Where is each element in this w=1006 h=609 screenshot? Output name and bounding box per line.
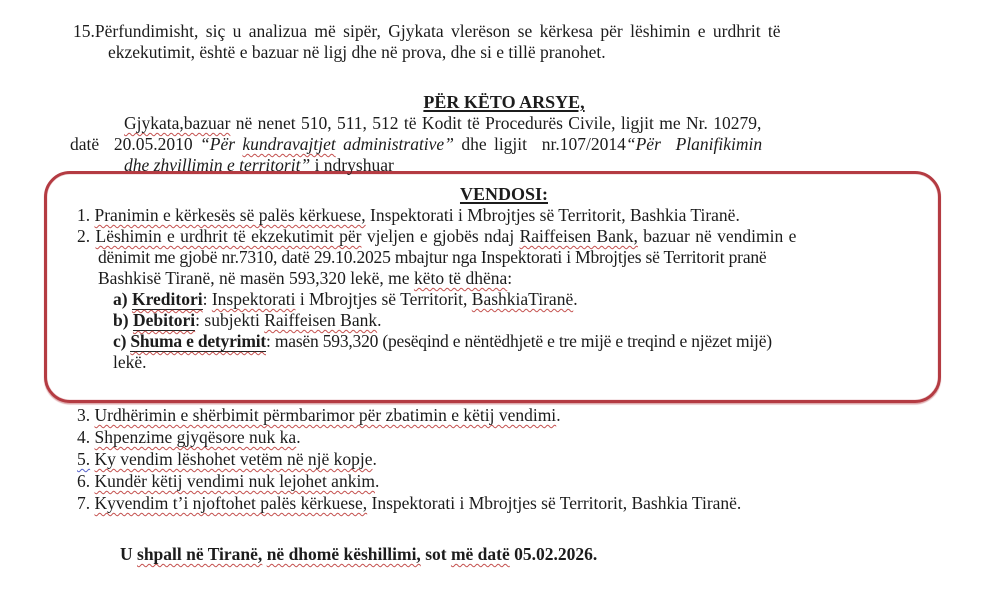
sub-b-raiffeisen: Raiffeisen Bank xyxy=(264,310,378,330)
footer-shpall-tirane: shpall në Tiranë, xyxy=(137,544,263,564)
sub-c-label: c) xyxy=(113,331,131,351)
item-3-number: 3. xyxy=(77,405,95,425)
basis-date: datë 20.05.2010 xyxy=(70,134,201,154)
decision-item-2-line-2 xyxy=(98,247,1006,268)
item-3-period: . xyxy=(556,405,561,425)
basis-line-1 xyxy=(124,113,1006,134)
basis-line-3 xyxy=(124,155,1006,176)
item-5-text: Ky vendim lëshohet vetëm në një kopje xyxy=(94,449,373,469)
paragraph-15-text-2: ekzekutimit, është e bazuar në ligj dhe në prova, dhe si e tillë pranohet. xyxy=(108,42,606,62)
item-2-keto-te-dhena: këto të dhëna xyxy=(413,268,508,288)
footer-sot: sot xyxy=(420,544,451,564)
sub-b-pre: : subjekti xyxy=(195,310,265,330)
item-4-period: . xyxy=(296,427,301,447)
sub-c-shuma: Shuma e detyrimit xyxy=(130,331,266,351)
item-2-leshimin: Lëshimin e urdhrit të ekzekutimit për xyxy=(95,226,362,246)
basis-administrative: administrative” xyxy=(335,134,454,154)
decision-item-7 xyxy=(77,492,1006,514)
item-2-line-2-text: dënimit me gjobë nr.7310, datë 29.10.2025 mbajtur nga Inspektorati i Mbrojtjes së Territorit pranë xyxy=(98,247,767,267)
footer-date: 05.02.2026. xyxy=(509,544,598,564)
sub-a-kreditori: Kreditori xyxy=(131,289,203,309)
item-6-text: Kundër këtij vendimi nuk lejohet ankim xyxy=(94,471,375,491)
sub-item-b xyxy=(113,310,1006,331)
item-7-text: Kyvendim t’i njoftohet palës kërkuese, xyxy=(94,493,368,513)
heading-arsye: PËR KËTO ARSYE, xyxy=(423,92,585,112)
item-4-text: Shpenzime gjyqësore nuk ka xyxy=(94,427,297,447)
decision-item-5 xyxy=(77,448,1006,470)
item-4-number: 4. xyxy=(77,427,95,447)
item-7-rest: Inspektorati i Mbrojtjes së Territorit, Bashkia Tiranë. xyxy=(367,493,742,513)
basis-line-1-rest: në nenet 510, 511, 512 të Kodit të Procedurës Civile, ligjit me Nr. 10279, xyxy=(230,113,762,133)
item-2-mid: vjeljen e gjobës ndaj xyxy=(361,226,520,246)
basis-line-2 xyxy=(70,134,1006,155)
basis-kundravajtjet: kundravajtjet xyxy=(242,134,336,154)
sub-b-debitori: Debitori xyxy=(132,310,196,330)
pronouncement-line xyxy=(120,544,1006,565)
decision-item-6 xyxy=(77,470,1006,492)
sub-item-c xyxy=(113,331,1006,352)
sub-a-inspektorati: Inspektorati xyxy=(211,289,296,309)
item-2-number: 2. xyxy=(77,226,96,246)
decision-item-4 xyxy=(77,426,1006,448)
item-3-text: Urdhërimin e shërbimit përmbarimor për zbatimin e këtij vendimi xyxy=(94,405,557,425)
basis-law-107: dhe ligjit nr.107/2014 xyxy=(453,134,626,154)
heading-vendosi: VENDOSI: xyxy=(459,184,548,204)
item-5-number: 5. xyxy=(77,449,91,469)
item-6-period: . xyxy=(374,471,380,491)
sub-item-c-continuation xyxy=(113,352,1006,373)
item-1-rest: Inspektorati i Mbrojtjes së Territorit, Bashkia Tiranë. xyxy=(365,205,740,225)
paragraph-15-line-1 xyxy=(73,21,1006,42)
decision-item-2-line-3 xyxy=(98,268,1006,289)
item-7-number: 7. xyxy=(77,493,95,513)
sub-a-period: . xyxy=(573,289,578,309)
sub-b-period: . xyxy=(377,310,382,330)
sub-a-mid: i Mbrojtjes së Territorit, xyxy=(295,289,472,309)
sub-a-bashkia-tirane: BashkiaTiranë xyxy=(471,289,574,309)
paragraph-15-line-2 xyxy=(108,42,1006,63)
footer-dhome-keshillimi: në dhomë këshillimi, xyxy=(266,544,421,564)
heading-arsye-line xyxy=(73,92,935,113)
basis-territorit: dhe zhvillimin e territorit” xyxy=(124,155,311,175)
decision-item-3 xyxy=(77,404,1006,426)
item-2-line-3-colon: : xyxy=(507,268,513,288)
decision-item-2-line-1 xyxy=(77,226,1006,247)
sub-a-label: a) xyxy=(113,289,132,309)
decision-item-1 xyxy=(77,205,1006,226)
basis-planifikimin: “Për Planifikimin xyxy=(625,134,763,154)
paragraph-15-text-1: 15.Përfundimisht, siç u analizua më sipër, Gjykata vlerëson se kërkesa për lëshimin e urdhrit të xyxy=(73,21,781,41)
sub-item-a xyxy=(113,289,1006,310)
item-5-period: . xyxy=(372,449,377,469)
item-2-line-3-pre: Bashkisë Tiranë, në masën 593,320 lekë, me xyxy=(98,268,414,288)
footer-u: U xyxy=(120,544,138,564)
footer-me-date: më datë xyxy=(450,544,510,564)
item-2-raiffeisen: Raiffeisen Bank, xyxy=(519,226,638,246)
sub-b-label: b) xyxy=(113,310,133,330)
item-1-number: 1. xyxy=(77,205,95,225)
item-1-request: Pranimin e kërkesës së palës kërkuese, xyxy=(94,205,366,225)
heading-vendosi-line xyxy=(73,184,935,205)
sub-a-colon: : xyxy=(202,289,212,309)
sub-c-leke: lekë. xyxy=(113,352,147,372)
item-6-number: 6. xyxy=(77,471,95,491)
item-2-rest: bazuar në vendimin e xyxy=(637,226,797,246)
basis-ndryshuar: i ndryshuar xyxy=(310,155,394,175)
basis-gjykata-bazuar: Gjykata,bazuar xyxy=(124,113,231,133)
sub-c-amount: : masën 593,320 (pesëqind e nëntëdhjetë e tre mijë e treqind e njëzet mijë) xyxy=(266,331,772,351)
basis-quote-open: “Për xyxy=(200,134,243,154)
